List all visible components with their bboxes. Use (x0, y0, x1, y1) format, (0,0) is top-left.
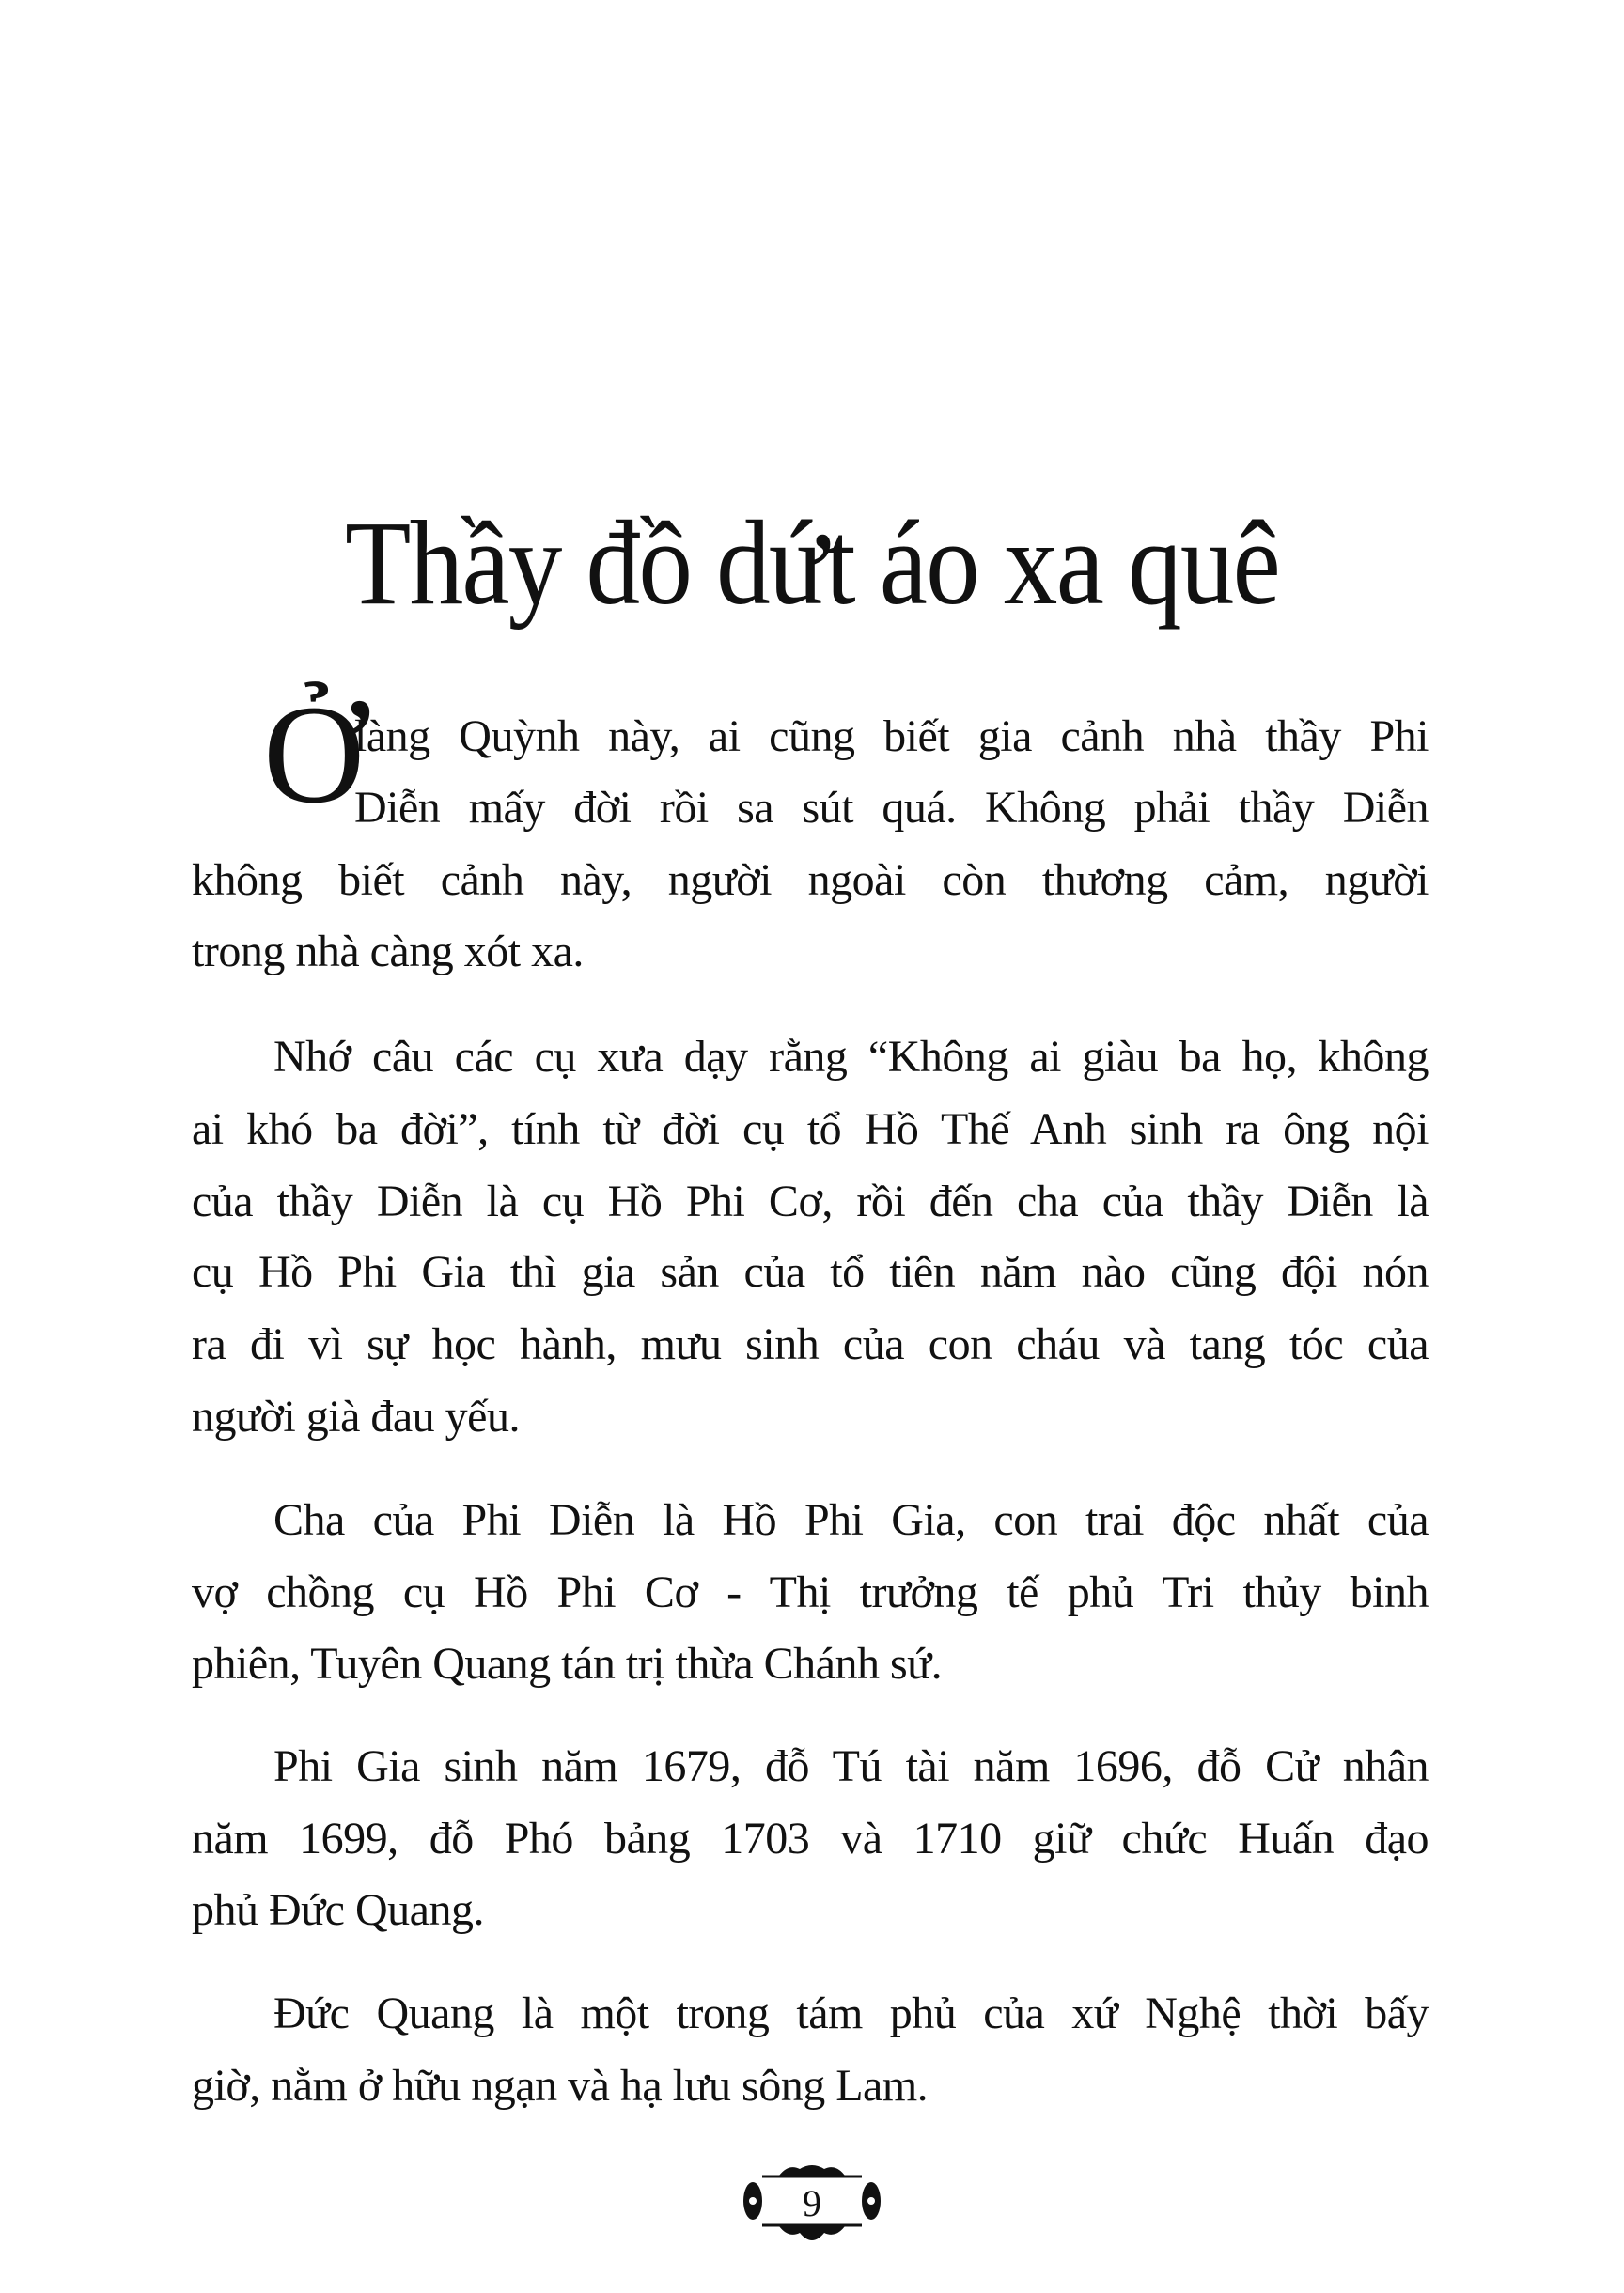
text-line: Cha của Phi Diễn là Hồ Phi Gia, con trai độc nhất của (273, 1495, 1429, 1545)
text-line: không biết cảnh này, người ngoài còn thương cảm, người (192, 855, 1429, 905)
text-line: của thầy Diễn là cụ Hồ Phi Cơ, rồi đến cha của thầy Diễn là (192, 1177, 1429, 1226)
text-line: Đức Quang là một trong tám phủ của xứ Nghệ thời bấy (273, 1989, 1429, 2038)
text-line: phiên, Tuyên Quang tán trị thừa Chánh sứ. (192, 1639, 943, 1689)
text-line: giờ, nằm ở hữu ngạn và hạ lưu sông Lam. (192, 2061, 929, 2111)
drop-cap: Ở (263, 677, 366, 833)
text-line: Nhớ câu các cụ xưa dạy rằng “Không ai giàu ba họ, không (273, 1032, 1429, 1082)
text-line: Diễn mấy đời rồi sa sút quá. Không phải thầy Diễn (354, 783, 1429, 833)
page-number: 9 (803, 2182, 821, 2224)
text-line: ra đi vì sự học hành, mưu sinh của con cháu và tang tóc của (192, 1319, 1429, 1369)
text-line: làng Quỳnh này, ai cũng biết gia cảnh nhà thầy Phi (354, 711, 1429, 761)
text-line: người già đau yếu. (192, 1392, 520, 1442)
text-line: năm 1699, đỗ Phó bảng 1703 và 1710 giữ chức Huấn đạo (192, 1814, 1429, 1864)
page-number-ornament (742, 2163, 882, 2248)
text-line: cụ Hồ Phi Gia thì gia sản của tổ tiên năm nào cũng đội nón (192, 1247, 1429, 1297)
text-line: trong nhà càng xót xa. (192, 927, 584, 976)
text-line: Phi Gia sinh năm 1679, đỗ Tú tài năm 1696, đỗ Cử nhân (273, 1741, 1429, 1791)
text-line: vợ chồng cụ Hồ Phi Cơ - Thị trưởng tế phủ Tri thủy binh (192, 1568, 1429, 1617)
chapter-title: Thầy đồ dứt áo xa quê (345, 495, 1279, 630)
text-line: phủ Đức Quang. (192, 1885, 484, 1935)
text-line: ai khó ba đời”, tính từ đời cụ tổ Hồ Thế Anh sinh ra ông nội (192, 1104, 1429, 1154)
